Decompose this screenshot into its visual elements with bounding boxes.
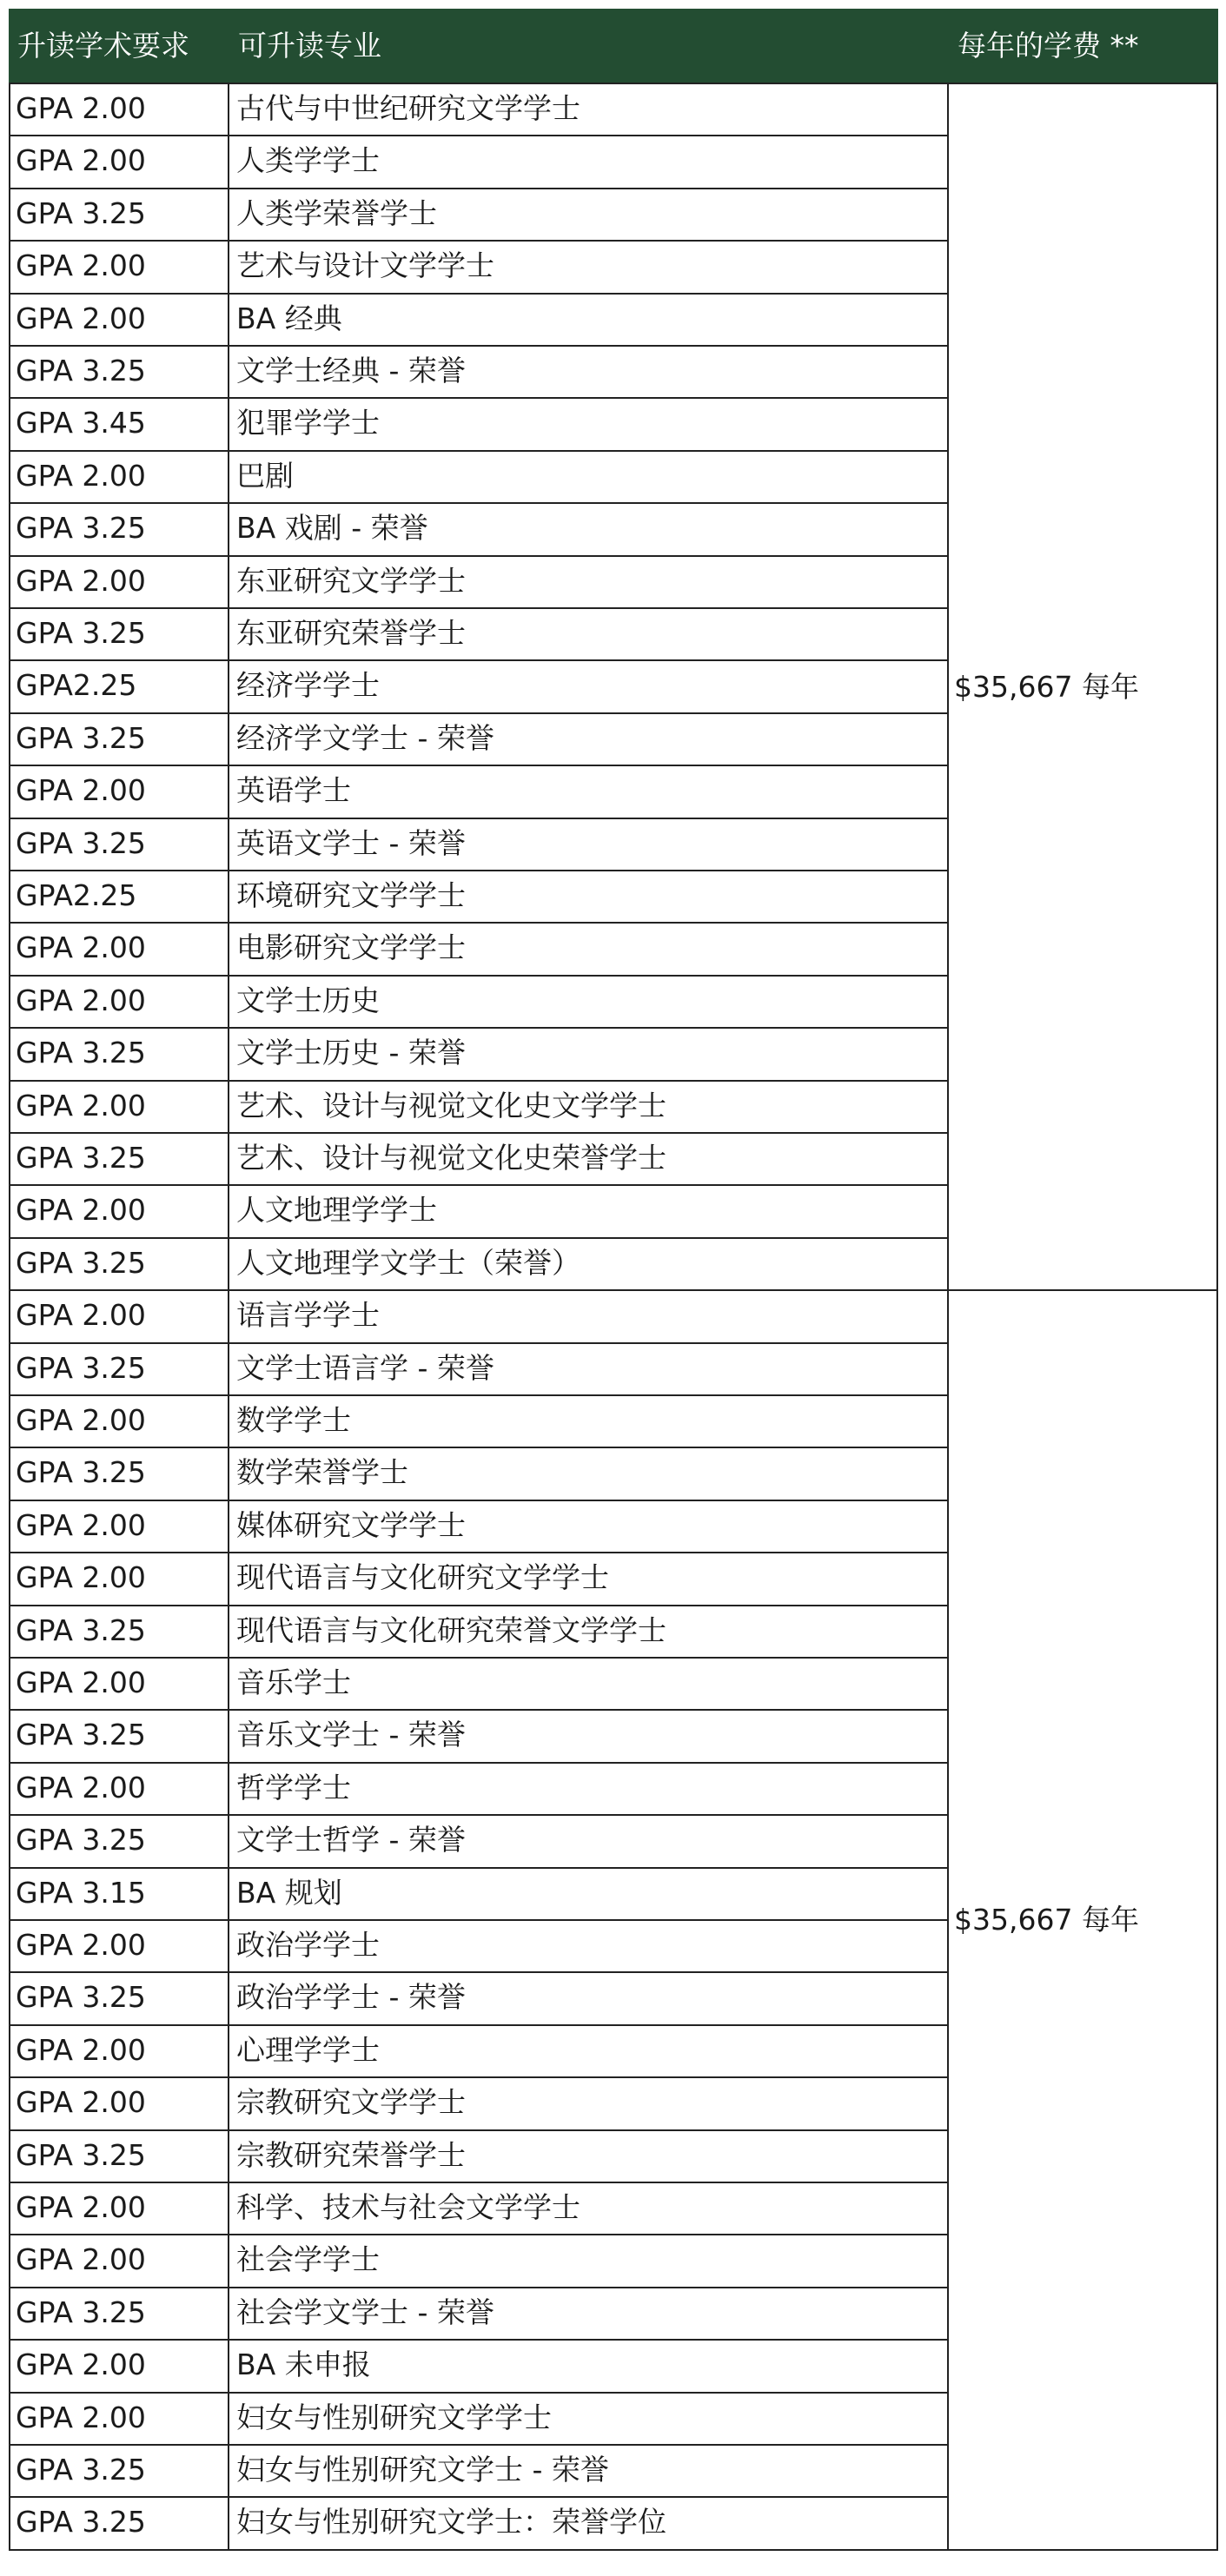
- program-cell: 音乐文学士 - 荣誉: [236, 1718, 466, 1752]
- table-row: [9, 83, 947, 136]
- table-row: [9, 818, 947, 871]
- table-row: [9, 1447, 947, 1500]
- table-row: [9, 2130, 947, 2182]
- program-cell: 妇女与性别研究文学士 - 荣誉: [236, 2453, 609, 2487]
- gpa-requirement-cell: GPA 2.00: [16, 143, 146, 178]
- table-row: [9, 2288, 947, 2340]
- table-row: [9, 556, 947, 608]
- table-row: [9, 2445, 947, 2497]
- table-row: [9, 1920, 947, 1972]
- table-row: [9, 2077, 947, 2129]
- gpa-requirement-cell: GPA 3.25: [16, 2137, 146, 2172]
- program-cell: 人类学学士: [236, 143, 380, 178]
- program-cell: 人文地理学文学士（荣誉）: [236, 1245, 580, 1280]
- program-cell: 古代与中世纪研究文学学士: [236, 91, 580, 125]
- program-cell: 音乐学士: [236, 1665, 351, 1699]
- gpa-requirement-cell: GPA 3.25: [16, 195, 146, 230]
- program-cell: 妇女与性别研究文学士：荣誉学位: [236, 2505, 666, 2540]
- program-cell: 宗教研究荣誉学士: [236, 2137, 466, 2172]
- gpa-requirement-cell: GPA 3.25: [16, 1455, 146, 1490]
- gpa-requirement-cell: GPA 2.00: [16, 2085, 146, 2120]
- program-cell: 哲学学士: [236, 1770, 351, 1805]
- program-cell: 科学、技术与社会文学学士: [236, 2190, 580, 2224]
- program-cell: 巴剧: [236, 458, 294, 493]
- gpa-requirement-cell: GPA 2.00: [16, 1088, 146, 1122]
- program-cell: 现代语言与文化研究文学学士: [236, 1560, 609, 1595]
- program-cell: 文学士哲学 - 荣誉: [236, 1823, 466, 1858]
- program-cell: 犯罪学学士: [236, 406, 380, 440]
- table-row: [9, 1553, 947, 1605]
- table-row: [9, 608, 947, 660]
- table-row: [9, 871, 947, 923]
- table-row: [9, 1658, 947, 1710]
- program-cell: 数学学士: [236, 1403, 351, 1437]
- program-cell: 英语学士: [236, 773, 351, 808]
- program-cell: BA 戏剧 - 荣誉: [236, 511, 428, 546]
- gpa-requirement-cell: GPA 2.00: [16, 2242, 146, 2277]
- program-cell: 文学士经典 - 荣誉: [236, 354, 466, 387]
- table-row: [9, 1238, 947, 1290]
- table-row: [9, 2340, 947, 2392]
- gpa-requirement-cell: GPA 3.25: [16, 720, 146, 755]
- gpa-requirement-cell: GPA 2.00: [16, 563, 146, 598]
- program-cell: 语言学学士: [236, 1298, 380, 1333]
- program-cell: 东亚研究文学学士: [236, 563, 466, 598]
- table-row: [9, 136, 947, 188]
- table-row: [9, 2393, 947, 2445]
- gpa-requirement-cell: GPA 3.25: [16, 1036, 146, 1070]
- gpa-requirement-cell: GPA 3.25: [16, 1141, 146, 1175]
- table-row: [9, 1763, 947, 1815]
- program-cell: BA 未申报: [236, 2348, 371, 2382]
- program-cell: 文学士语言学 - 荣誉: [236, 1350, 494, 1385]
- table-row: [9, 1133, 947, 1185]
- program-cell: 政治学学士: [236, 1928, 380, 1962]
- program-cell: 宗教研究文学学士: [236, 2085, 466, 2120]
- table-row: [9, 2182, 947, 2235]
- table-row: [9, 241, 947, 293]
- gpa-requirement-cell: GPA 2.00: [16, 1928, 146, 1962]
- gpa-requirement-cell: GPA 2.00: [16, 1403, 146, 1437]
- gpa-requirement-cell: GPA 2.00: [16, 301, 146, 335]
- gpa-requirement-cell: GPA 2.00: [16, 1560, 146, 1595]
- gpa-requirement-cell: GPA 3.25: [16, 2295, 146, 2329]
- gpa-requirement-cell: GPA 2.00: [16, 983, 146, 1017]
- table-row: [9, 923, 947, 975]
- table-row: [9, 1343, 947, 1395]
- table-row: [9, 503, 947, 555]
- table-row: [9, 765, 947, 818]
- gpa-requirement-cell: GPA 3.25: [16, 2453, 146, 2487]
- table-row: [9, 1028, 947, 1080]
- gpa-requirement-cell: GPA 2.00: [16, 458, 146, 493]
- program-cell: BA 规划: [236, 1875, 342, 1910]
- program-cell: 文学士历史: [236, 983, 380, 1017]
- gpa-requirement-cell: GPA 3.25: [16, 511, 146, 546]
- program-cell: 文学士历史 - 荣誉: [236, 1036, 466, 1070]
- table-row: [9, 1395, 947, 1447]
- gpa-requirement-cell: GPA 2.00: [16, 91, 146, 125]
- gpa-requirement-cell: GPA 3.25: [16, 825, 146, 860]
- table-row: [9, 1710, 947, 1762]
- header-gpa-requirement: 升读学术要求: [17, 29, 189, 63]
- program-cell: 人类学荣誉学士: [236, 195, 437, 230]
- table-row: [9, 2235, 947, 2287]
- program-cell: 数学荣誉学士: [236, 1455, 408, 1490]
- column-divider: [228, 1290, 229, 2550]
- column-divider: [947, 1290, 949, 2550]
- program-cell: 心理学学士: [236, 2032, 380, 2067]
- program-cell: 媒体研究文学学士: [236, 1507, 466, 1542]
- gpa-requirement-cell: GPA 3.25: [16, 1823, 146, 1858]
- column-divider: [947, 83, 949, 1290]
- gpa-requirement-cell: GPA 3.25: [16, 1718, 146, 1752]
- program-cell: 艺术与设计文学学士: [236, 248, 494, 283]
- gpa-requirement-cell: GPA 3.25: [16, 1350, 146, 1385]
- program-cell: 政治学学士 - 荣誉: [236, 1980, 466, 2015]
- table-row: [9, 189, 947, 241]
- table-row: [9, 2025, 947, 2077]
- program-cell: 艺术、设计与视觉文化史荣誉学士: [236, 1141, 666, 1175]
- row-divider: [9, 2549, 949, 2551]
- gpa-requirement-cell: GPA 3.15: [16, 1875, 146, 1910]
- program-cell: 东亚研究荣誉学士: [236, 616, 466, 650]
- gpa-requirement-cell: GPA 2.00: [16, 1770, 146, 1805]
- gpa-requirement-cell: GPA 2.00: [16, 1507, 146, 1542]
- program-cell: 社会学文学士 - 荣誉: [236, 2295, 494, 2329]
- program-cell: BA 经典: [236, 301, 342, 335]
- gpa-requirement-cell: GPA 3.25: [16, 1245, 146, 1280]
- gpa-requirement-cell: GPA 2.00: [16, 1665, 146, 1699]
- table-row: [9, 1185, 947, 1237]
- table-row: [9, 1500, 947, 1553]
- gpa-requirement-cell: GPA 3.25: [16, 2505, 146, 2540]
- gpa-requirement-cell: GPA 3.25: [16, 1612, 146, 1647]
- table-row: [9, 2497, 947, 2549]
- program-cell: 经济学学士: [236, 668, 380, 703]
- gpa-requirement-cell: GPA 3.25: [16, 616, 146, 650]
- table-row: [9, 398, 947, 450]
- annual-fee-cell: $35,667 每年: [954, 1903, 1139, 1937]
- table-row: [9, 1815, 947, 1867]
- gpa-requirement-cell: GPA 2.00: [16, 248, 146, 283]
- column-divider: [228, 83, 229, 1290]
- program-cell: 现代语言与文化研究荣誉文学学士: [236, 1612, 666, 1647]
- gpa-requirement-cell: GPA 2.00: [16, 773, 146, 808]
- gpa-requirement-cell: GPA 2.00: [16, 2400, 146, 2434]
- program-cell: 经济学文学士 - 荣誉: [236, 720, 494, 755]
- program-cell: 英语文学士 - 荣誉: [236, 825, 466, 860]
- program-cell: 电影研究文学学士: [236, 930, 466, 965]
- gpa-requirement-cell: GPA 2.00: [16, 930, 146, 965]
- header-program: 可升读专业: [238, 29, 381, 63]
- table-row: [9, 294, 947, 346]
- gpa-requirement-cell: GPA 3.25: [16, 1980, 146, 2015]
- program-cell: 艺术、设计与视觉文化史文学学士: [236, 1088, 666, 1122]
- gpa-requirement-cell: GPA 2.00: [16, 2032, 146, 2067]
- annual-fee-cell: $35,667 每年: [954, 670, 1139, 704]
- gpa-requirement-cell: GPA2.25: [16, 668, 137, 703]
- table-row: [9, 1972, 947, 2024]
- program-cell: 社会学学士: [236, 2242, 380, 2277]
- table-row: [9, 1868, 947, 1920]
- program-cell: 人文地理学学士: [236, 1193, 437, 1228]
- table-row: [9, 976, 947, 1028]
- table-row: [9, 660, 947, 712]
- gpa-requirement-cell: GPA 2.00: [16, 2190, 146, 2224]
- gpa-requirement-cell: GPA2.25: [16, 878, 137, 912]
- gpa-requirement-cell: GPA 2.00: [16, 1193, 146, 1228]
- gpa-requirement-cell: GPA 2.00: [16, 2348, 146, 2382]
- table-row: [9, 1290, 947, 1342]
- table-row: [9, 713, 947, 765]
- gpa-requirement-cell: GPA 3.45: [16, 406, 146, 440]
- table-row: [9, 1081, 947, 1133]
- table-row: [9, 451, 947, 503]
- table-row: [9, 1606, 947, 1658]
- program-cell: 妇女与性别研究文学学士: [236, 2400, 552, 2434]
- gpa-requirement-cell: GPA 3.25: [16, 354, 146, 387]
- header-annual-fee: 每年的学费 **: [958, 29, 1139, 63]
- table-header: [9, 9, 1218, 83]
- gpa-requirement-cell: GPA 2.00: [16, 1298, 146, 1333]
- table-row: [9, 346, 947, 398]
- program-cell: 环境研究文学学士: [236, 878, 466, 912]
